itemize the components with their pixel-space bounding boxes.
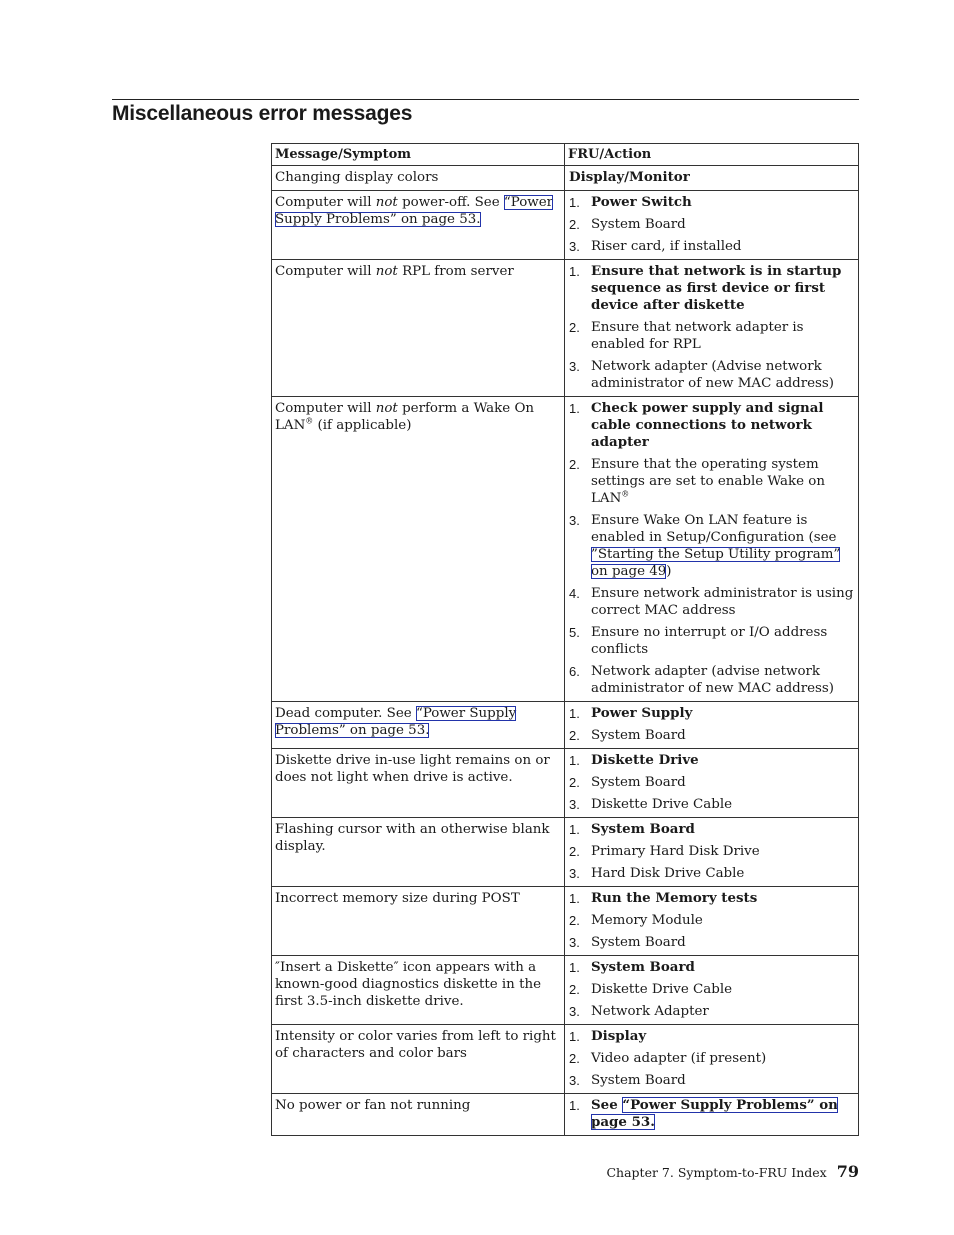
list-item: 4. Ensure network administrator is using correct MAC address [569,586,854,618]
list-item: 3. Ensure Wake On LAN feature is enabled in Setup/Configuration (see ”Starting the Setup Utility program” on page 49) [569,513,841,579]
action-list [568,890,855,951]
table-row [272,1094,859,1136]
symptom-text: perform a Wake On LAN [275,401,535,433]
list-item: 1. Display [569,1028,647,1044]
list-item: 1. Diskette Drive [569,752,699,768]
list-item: 2. Primary Hard Disk Drive [569,844,760,859]
list-item: 3. Network Adapter [569,1004,709,1019]
symptom-text: Computer will [275,264,376,279]
setup-utility-link[interactable]: ”Starting the Setup Utility program” on page 49 [591,547,841,579]
symptom-cell: Intensity or color varies from left to right of characters and color bars [272,1025,565,1094]
action-list [568,752,855,813]
list-item: 2. Memory Module [569,913,703,928]
section-heading: Miscellaneous error messages [112,102,413,125]
symptom-cell: ″Insert a Diskette″ icon appears with a known-good diagnostics diskette in the first 3.5-inch diskette drive. [272,956,565,1025]
action-list [568,959,855,1020]
symptom-emphasis: not [375,401,398,416]
symptom-text: RPL from server [397,264,514,279]
list-item: 2. System Board [569,217,686,232]
action-list [568,263,855,392]
list-item: 2. System Board [569,775,686,790]
symptom-text: (if applicable) [313,418,412,433]
chapter-title: Chapter 7. Symptom-to-FRU Index [606,1165,827,1180]
action-cell [565,956,859,1025]
symptom-cell [272,260,565,397]
action-cell [565,1094,859,1136]
symptom-cell [272,397,565,702]
list-item: 2. Video adapter (if present) [569,1051,767,1066]
action-cell [565,1025,859,1094]
list-item: 1. Ensure that network is in startup sequence as first device or first device after diskette [569,263,842,313]
table-row [272,191,859,260]
list-item: 3. Riser card, if installed [569,239,742,254]
list-item: 3. System Board [569,935,686,950]
list-item: 1. Power Supply [569,705,693,721]
action-list [568,1028,855,1089]
symptom-cell [272,191,565,260]
symptom-cell [272,702,565,749]
power-supply-problems-link[interactable]: “Power Supply Problems” on page 53. [275,706,517,738]
registered-mark: ® [621,489,630,499]
action-cell [565,397,859,702]
list-item: 1. See “Power Supply Problems” on page 53. [569,1097,838,1130]
action-cell: Display/Monitor [565,166,859,191]
action-text: Ensure that the operating system settings are set to enable Wake on LAN [591,457,825,506]
symptom-cell: Incorrect memory size during POST [272,887,565,956]
list-item: 5. Ensure no interrupt or I/O address conflicts [569,625,828,657]
table-row [272,260,859,397]
list-item: 1. Run the Memory tests [569,890,758,906]
page-footer [606,1162,859,1181]
symptom-cell: Diskette drive in-use light remains on or does not light when drive is active. [272,749,565,818]
action-list [568,400,855,697]
action-cell [565,887,859,956]
action-cell [565,818,859,887]
list-item: 1. System Board [569,821,695,837]
list-item: 1. Power Switch [569,194,692,210]
symptom-text: power-off. See [397,195,504,210]
table-row [272,956,859,1025]
list-item: 3. Network adapter (Advise network administrator of new MAC address) [569,359,835,391]
header-action: FRU/Action [565,144,859,166]
list-item: 3. Hard Disk Drive Cable [569,866,745,881]
action-list [568,1097,855,1131]
list-item: 2. System Board [569,728,686,743]
list-item: 3. System Board [569,1073,686,1088]
fru-table [271,143,859,1136]
action-cell [565,191,859,260]
table-row [272,397,859,702]
action-list [568,705,855,744]
action-list [568,194,855,255]
symptom-emphasis: not [375,195,398,210]
table-row [272,166,859,191]
list-item: 3. Diskette Drive Cable [569,797,733,812]
heading-rule [112,99,859,100]
list-item: 1. Check power supply and signal cable connections to network adapter [569,400,824,450]
symptom-cell: Flashing cursor with an otherwise blank display. [272,818,565,887]
page-number: 79 [836,1162,859,1181]
list-item: 2. Ensure that the operating system settings are set to enable Wake on LAN® [569,457,825,506]
list-item: 6. Network adapter (advise network administrator of new MAC address) [569,664,835,696]
table-row [272,887,859,956]
action-cell [565,749,859,818]
list-item: 2. Ensure that network adapter is enabled for RPL [569,320,804,352]
action-text: See [591,1097,623,1113]
table-row [272,749,859,818]
header-symptom: Message/Symptom [272,144,565,166]
symptom-text: Computer will [275,401,376,416]
list-item: 2. Diskette Drive Cable [569,982,733,997]
action-text: ) [666,564,672,579]
table-row [272,1025,859,1094]
action-cell [565,702,859,749]
power-supply-problems-link[interactable]: “Power Supply Problems” on page 53. [591,1097,838,1130]
registered-mark: ® [305,416,314,426]
table-header-row [272,144,859,166]
symptom-text: Computer will [275,195,376,210]
power-supply-problems-link[interactable]: “Power Supply Problems” on page 53. [275,195,554,227]
table-row [272,702,859,749]
action-list [568,821,855,882]
action-text: Ensure Wake On LAN feature is enabled in Setup/Configuration (see [591,513,837,545]
action-cell [565,260,859,397]
symptom-cell: Changing display colors [272,166,565,191]
table-row [272,818,859,887]
symptom-emphasis: not [375,264,398,279]
list-item: 1. System Board [569,959,695,975]
symptom-text: Dead computer. See [275,706,416,721]
symptom-cell: No power or fan not running [272,1094,565,1136]
